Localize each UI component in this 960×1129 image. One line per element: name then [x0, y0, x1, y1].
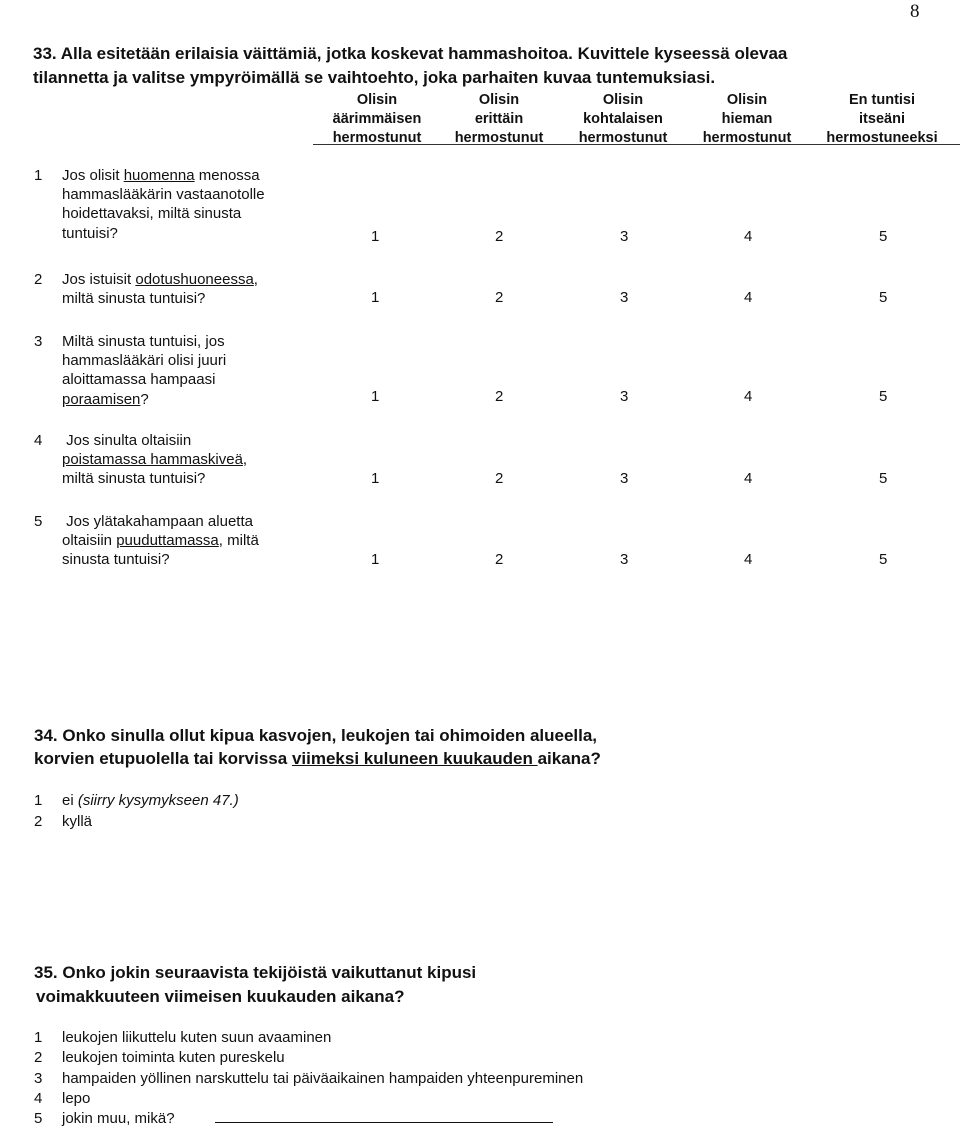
- scale-option-row4-4[interactable]: 4: [744, 470, 753, 487]
- q34-option-2[interactable]: 2 kyllä: [34, 813, 93, 830]
- scale-option-row1-4[interactable]: 4: [744, 228, 753, 245]
- scale-option-row2-4[interactable]: 4: [744, 289, 753, 306]
- page-number: 8: [910, 1, 920, 22]
- scale-option-row1-5[interactable]: 5: [879, 228, 888, 245]
- column-header-1: Olisin äärimmäisen hermostunut: [332, 92, 422, 146]
- scale-option-row3-2[interactable]: 2: [495, 388, 504, 405]
- q35-other-answer-field[interactable]: [215, 1110, 553, 1128]
- scale-option-row4-2[interactable]: 2: [495, 470, 504, 487]
- scale-option-row4-3[interactable]: 3: [620, 470, 629, 487]
- scale-option-row1-1[interactable]: 1: [371, 228, 380, 245]
- scale-option-row3-3[interactable]: 3: [620, 388, 629, 405]
- q33-item-3: 3 Miltä sinusta tuntuisi, jos hammaslääkäri olisi juuri aloittamassa hampaasi poraamisen?: [34, 333, 227, 408]
- scale-option-row2-3[interactable]: 3: [620, 289, 629, 306]
- scale-option-row2-2[interactable]: 2: [495, 289, 504, 306]
- header-rule: [313, 144, 960, 145]
- q33-item-1: 1 Jos olisit huomenna menossa hammaslääkärin vastaanotolle hoidettavaksi, miltä sinusta tuntuisi?: [34, 167, 265, 242]
- scale-option-row4-5[interactable]: 5: [879, 470, 888, 487]
- scale-option-row3-5[interactable]: 5: [879, 388, 888, 405]
- q35-option-1[interactable]: 1 leukojen liikuttelu kuten suun avaaminen: [34, 1029, 332, 1046]
- q35-option-2[interactable]: 2 leukojen toiminta kuten pureskelu: [34, 1049, 285, 1066]
- q35-title-line2: voimakkuuteen viimeisen kuukauden aikana?: [36, 987, 405, 1006]
- scale-option-row5-3[interactable]: 3: [620, 551, 629, 568]
- q35-option-4[interactable]: 4 lepo: [34, 1090, 91, 1107]
- q33-item-4: 4 Jos sinulta oltaisiin poistamassa hammaskiveä, miltä sinusta tuntuisi?: [34, 432, 248, 487]
- scale-option-row5-5[interactable]: 5: [879, 551, 888, 568]
- scale-option-row5-4[interactable]: 4: [744, 551, 753, 568]
- column-header-2: Olisin erittäin hermostunut: [454, 92, 544, 146]
- column-header-5: En tuntisi itseäni hermostuneeksi: [826, 92, 938, 146]
- scale-option-row1-3[interactable]: 3: [620, 228, 629, 245]
- q33-title-line2: tilannetta ja valitse ympyröimällä se vaihtoehto, joka parhaiten kuvaa tuntemuksiasi.: [33, 68, 716, 87]
- q35-option-5[interactable]: 5 jokin muu, mikä?: [34, 1110, 175, 1127]
- scale-option-row4-1[interactable]: 1: [371, 470, 380, 487]
- scale-option-row2-5[interactable]: 5: [879, 289, 888, 306]
- scale-option-row5-1[interactable]: 1: [371, 551, 380, 568]
- q33-item-5: 5 Jos ylätakahampaan aluetta oltaisiin puuduttamassa, miltä sinusta tuntuisi?: [34, 513, 259, 568]
- q35-title-line1: 35. Onko jokin seuraavista tekijöistä vaikuttanut kipusi: [34, 963, 477, 982]
- q33-item-2: 2 Jos istuisit odotushuoneessa, miltä sinusta tuntuisi?: [34, 271, 258, 307]
- column-header-3: Olisin kohtalaisen hermostunut: [578, 92, 668, 146]
- q34-option-1[interactable]: 1 ei (siirry kysymykseen 47.): [34, 792, 239, 809]
- q34-title-line2: korvien etupuolella tai korvissa viimeksi kuluneen kuukauden aikana?: [34, 749, 601, 768]
- q35-option-3[interactable]: 3 hampaiden yöllinen narskuttelu tai päiväaikainen hampaiden yhteenpureminen: [34, 1070, 584, 1087]
- column-header-4: Olisin hieman hermostunut: [702, 92, 792, 146]
- scale-option-row1-2[interactable]: 2: [495, 228, 504, 245]
- scale-option-row2-1[interactable]: 1: [371, 289, 380, 306]
- scale-option-row3-1[interactable]: 1: [371, 388, 380, 405]
- q34-title-line1: 34. Onko sinulla ollut kipua kasvojen, leukojen tai ohimoiden alueella,: [34, 726, 598, 745]
- scale-option-row5-2[interactable]: 2: [495, 551, 504, 568]
- scale-option-row3-4[interactable]: 4: [744, 388, 753, 405]
- q33-title-line1: 33. Alla esitetään erilaisia väittämiä, jotka koskevat hammashoitoa. Kuvittele kyseessä olevaa: [33, 44, 788, 63]
